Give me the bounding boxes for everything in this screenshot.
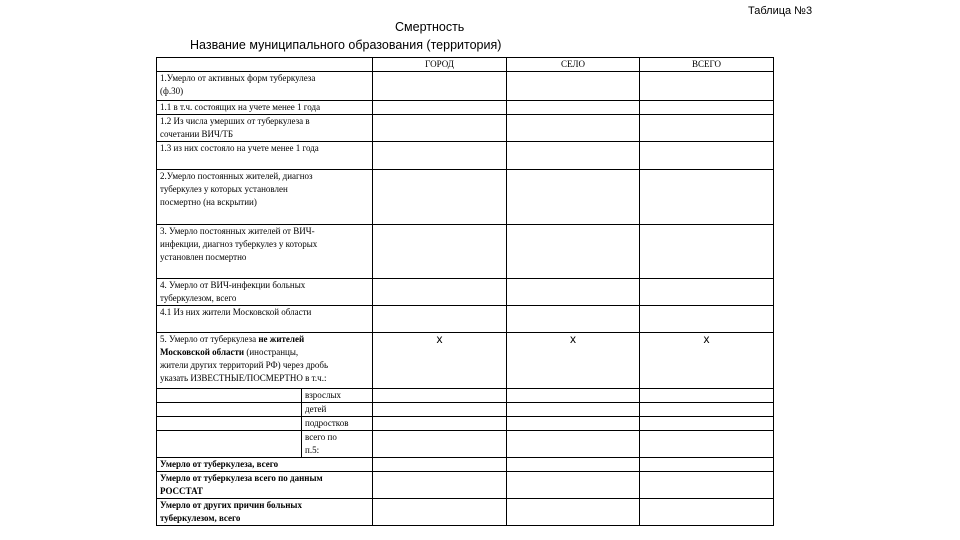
cell-village[interactable]: [507, 142, 640, 170]
row-label: 1.3 из них состояло на учете менее 1 года: [157, 142, 373, 170]
cell-total[interactable]: [640, 170, 774, 225]
table-row: [157, 115, 774, 142]
cell-city[interactable]: [373, 472, 507, 499]
header-row: [157, 58, 774, 72]
table-row: [157, 403, 774, 417]
table-row: [157, 458, 774, 472]
cell-village[interactable]: [507, 101, 640, 115]
cell-city-not-applicable: х: [373, 333, 507, 389]
cell-city[interactable]: [373, 403, 507, 417]
table-row: [157, 499, 774, 526]
row-label: 2.Умерло постоянных жителей, диагноз туберкулез у которых установлен посмертно (на вскрытии): [157, 170, 373, 225]
row-label: 4. Умерло от ВИЧ-инфекции больных туберкулезом, всего: [157, 279, 373, 306]
table-row: [157, 170, 774, 225]
row-label: 1.2 Из числа умерших от туберкулеза в сочетании ВИЧ/ТБ: [157, 115, 373, 142]
cell-village[interactable]: [507, 306, 640, 333]
table-row: [157, 417, 774, 431]
table-row: [157, 472, 774, 499]
sub-label-teens: подростков: [302, 417, 373, 431]
cell-total[interactable]: [640, 142, 774, 170]
cell-city[interactable]: [373, 115, 507, 142]
blank-cell: [157, 431, 302, 458]
table-row: [157, 279, 774, 306]
cell-village[interactable]: [507, 431, 640, 458]
cell-village[interactable]: [507, 279, 640, 306]
sub-label-adults: взрослых: [302, 389, 373, 403]
cell-city[interactable]: [373, 170, 507, 225]
cell-city[interactable]: [373, 225, 507, 279]
row-label: 3. Умерло постоянных жителей от ВИЧ- инфекции, диагноз туберкулез у которых установлен посмертно: [157, 225, 373, 279]
cell-city[interactable]: [373, 458, 507, 472]
cell-village[interactable]: [507, 225, 640, 279]
cell-village[interactable]: [507, 403, 640, 417]
row-label: 1.1 в т.ч. состоящих на учете менее 1 года: [157, 101, 373, 115]
cell-city[interactable]: [373, 142, 507, 170]
sub-label-children: детей: [302, 403, 373, 417]
row-label: 5. Умерло от туберкулеза не жителей Московской области (иностранцы, жители других территорий РФ) через дробь указать ИЗВЕСТНЫЕ/ПОСМЕРТНО в т.ч.:: [157, 333, 373, 389]
cell-total[interactable]: [640, 458, 774, 472]
cell-village[interactable]: [507, 458, 640, 472]
cell-total[interactable]: [640, 472, 774, 499]
page-title: Смертность: [395, 20, 465, 34]
cell-city[interactable]: [373, 499, 507, 526]
mortality-table: [156, 57, 774, 526]
cell-total[interactable]: [640, 72, 774, 101]
cell-total[interactable]: [640, 499, 774, 526]
row-label: Умерло от других причин больных туберкулезом, всего: [157, 499, 373, 526]
cell-total[interactable]: [640, 115, 774, 142]
cell-total[interactable]: [640, 431, 774, 458]
cell-village[interactable]: [507, 72, 640, 101]
cell-total[interactable]: [640, 417, 774, 431]
cell-village[interactable]: [507, 389, 640, 403]
cell-city[interactable]: [373, 389, 507, 403]
cell-city[interactable]: [373, 72, 507, 101]
cell-village-not-applicable: х: [507, 333, 640, 389]
table-row: [157, 389, 774, 403]
cell-city[interactable]: [373, 417, 507, 431]
sub-label-total: всего по п.5:: [302, 431, 373, 458]
table-number: Таблица №3: [748, 5, 813, 17]
cell-total-not-applicable: х: [640, 333, 774, 389]
table-row: [157, 333, 774, 389]
cell-total[interactable]: [640, 279, 774, 306]
col-header-city: ГОРОД: [373, 58, 507, 72]
cell-total[interactable]: [640, 306, 774, 333]
row-label: 1.Умерло от активных форм туберкулеза (ф.30): [157, 72, 373, 101]
cell-village[interactable]: [507, 417, 640, 431]
blank-cell: [157, 389, 302, 403]
cell-city[interactable]: [373, 279, 507, 306]
table-row: [157, 306, 774, 333]
table-row: [157, 101, 774, 115]
table-row: [157, 142, 774, 170]
table-row: [157, 72, 774, 101]
cell-village[interactable]: [507, 170, 640, 225]
row-label: Умерло от туберкулеза, всего: [157, 458, 373, 472]
cell-total[interactable]: [640, 403, 774, 417]
cell-village[interactable]: [507, 472, 640, 499]
blank-cell: [157, 403, 302, 417]
cell-city[interactable]: [373, 101, 507, 115]
header-corner: [157, 58, 373, 72]
page-subtitle: Название муниципального образования (территория): [190, 38, 502, 52]
cell-total[interactable]: [640, 225, 774, 279]
table-row: [157, 225, 774, 279]
col-header-village: СЕЛО: [507, 58, 640, 72]
row-label: Умерло от туберкулеза всего по данным РОССТАТ: [157, 472, 373, 499]
cell-village[interactable]: [507, 115, 640, 142]
cell-city[interactable]: [373, 431, 507, 458]
blank-cell: [157, 417, 302, 431]
col-header-total: ВСЕГО: [640, 58, 774, 72]
table-row: [157, 431, 774, 458]
cell-village[interactable]: [507, 499, 640, 526]
row-label: 4.1 Из них жители Московской области: [157, 306, 373, 333]
cell-total[interactable]: [640, 101, 774, 115]
cell-total[interactable]: [640, 389, 774, 403]
cell-city[interactable]: [373, 306, 507, 333]
